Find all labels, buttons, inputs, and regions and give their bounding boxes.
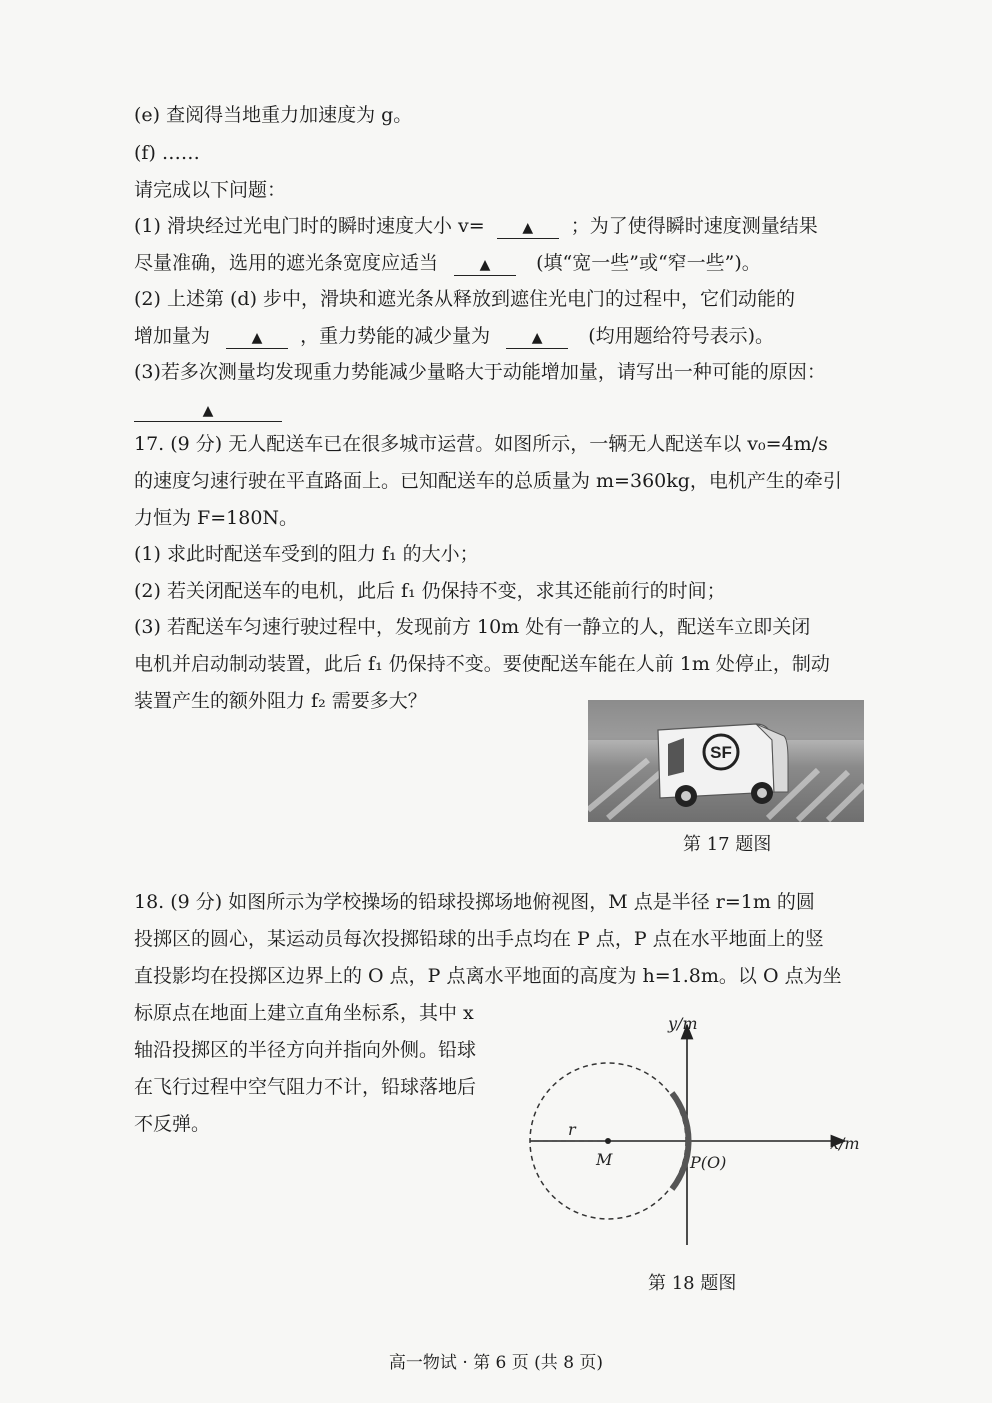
radius-label: r: [568, 1120, 576, 1139]
step-f: (f) ……: [134, 142, 200, 164]
p18-line6: 在飞行过程中空气阻力不计，铅球落地后: [134, 1076, 477, 1098]
p18-line5: 轴沿投掷区的半径方向并指向外侧。铅球: [134, 1039, 477, 1061]
q2-text-c: ，重力势能的减少量为: [300, 325, 491, 347]
p17-q3-line2: 电机并启动制动装置，此后 f₁ 仍保持不变。要使配送车能在人前 1m 处停止，制动: [134, 653, 830, 675]
step-e: (e) 查阅得当地重力加速度为 g。: [134, 104, 413, 126]
p18-line3: 直投影均在投掷区边界上的 O 点，P 点离水平地面的高度为 h=1.8m。以 O 点为坐: [134, 965, 842, 987]
q1-line1: [134, 212, 818, 240]
p18-line1: 18. (9 分) 如图所示为学校操场的铅球投掷场地俯视图，M 点是半径 r=1m 的圆: [134, 891, 815, 913]
triangle-mark: ▲: [251, 330, 263, 346]
answer-blank-v[interactable]: [497, 216, 559, 239]
answer-blank-width[interactable]: [454, 253, 516, 276]
delivery-vehicle-photo: [588, 700, 864, 822]
p17-q1: (1) 求此时配送车受到的阻力 f₁ 的大小；: [134, 543, 479, 565]
q2-line1: (2) 上述第 (d) 步中，滑块和遮光条从释放到遮住光电门的过程中，它们动能的: [134, 288, 796, 310]
x-axis-label: x/m: [830, 1134, 860, 1153]
q1-text-c: 尽量准确，选用的遮光条宽度应适当: [134, 252, 439, 274]
center-point: [605, 1138, 611, 1144]
p18-line7: 不反弹。: [134, 1113, 211, 1135]
p17-line1: 17. (9 分) 无人配送车已在很多城市运营。如图所示，一辆无人配送车以 v₀=4m/s: [134, 433, 828, 455]
p17-q2: (2) 若关闭配送车的电机，此后 f₁ 仍保持不变，求其还能前行的时间；: [134, 580, 726, 602]
p18-line2: 投掷区的圆心，某运动员每次投掷铅球的出手点均在 P 点，P 点在水平地面上的竖: [134, 928, 824, 950]
triangle-mark: ▲: [531, 330, 543, 346]
q2-line2: [134, 322, 774, 350]
q2-text-b: 增加量为: [134, 325, 211, 347]
answer-blank-ek[interactable]: [226, 326, 288, 349]
p18-line4: 标原点在地面上建立直角坐标系，其中 x: [134, 1002, 474, 1024]
throwing-area-diagram: [510, 1005, 880, 1265]
p17-q3-line1: (3) 若配送车匀速行驶过程中，发现前方 10m 处有一静立的人，配送车立即关闭: [134, 616, 811, 638]
fig18-caption: 第 18 题图: [648, 1273, 737, 1294]
instruction: 请完成以下问题：: [134, 179, 287, 201]
triangle-mark: ▲: [202, 403, 214, 419]
p17-line2: 的速度匀速行驶在平直路面上。已知配送车的总质量为 m=360kg，电机产生的牵引: [134, 470, 842, 492]
q3-answer-line: [134, 395, 282, 423]
q1-text-a: (1) 滑块经过光电门时的瞬时速度大小 v=: [134, 215, 485, 237]
q3-line: (3)若多次测量均发现重力势能减少量略大于动能增加量，请写出一种可能的原因：: [134, 361, 826, 383]
q2-text-d: (均用题给符号表示)。: [588, 325, 775, 347]
answer-blank-ep[interactable]: [506, 326, 568, 349]
center-label: M: [596, 1150, 613, 1169]
fig17-caption: 第 17 题图: [683, 834, 772, 855]
y-axis-label: y/m: [668, 1014, 698, 1033]
triangle-mark: ▲: [522, 220, 534, 236]
origin-label: P(O): [690, 1153, 727, 1172]
vehicle-logo: SF: [710, 743, 732, 762]
q1-text-b: ；为了使得瞬时速度测量结果: [570, 215, 818, 237]
p17-line3: 力恒为 F=180N。: [134, 507, 299, 529]
p17-q3-line3: 装置产生的额外阻力 f₂ 需要多大？: [134, 690, 427, 712]
q1-line2: [134, 249, 761, 277]
q1-text-d: (填“宽一些”或“窄一些”)。: [536, 252, 761, 274]
vehicle-illustration: [588, 700, 864, 822]
page-footer: 高一物试 · 第 6 页 (共 8 页): [388, 1353, 604, 1373]
triangle-mark: ▲: [479, 257, 491, 273]
answer-blank-reason[interactable]: [134, 399, 282, 422]
